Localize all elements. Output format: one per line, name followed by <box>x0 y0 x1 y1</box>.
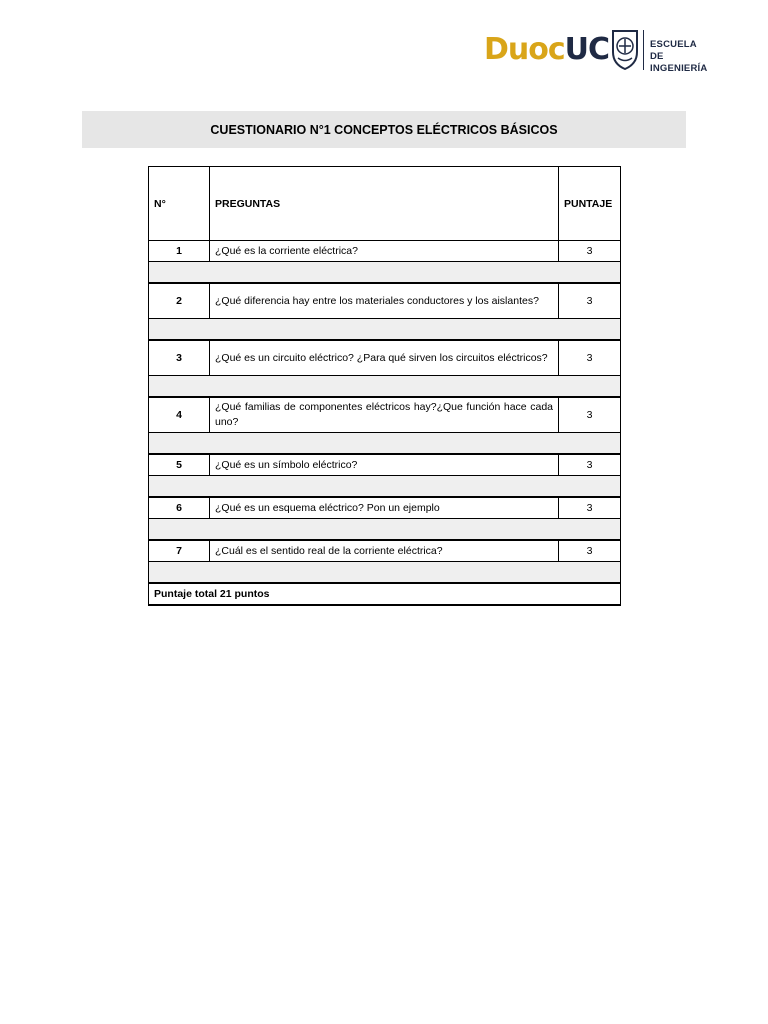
total-score: Puntaje total 21 puntos <box>149 583 621 605</box>
question-number: 4 <box>149 397 210 433</box>
separator-row <box>149 376 621 398</box>
question-text: ¿Qué familias de componentes eléctricos hay?¿Que función hace cada uno? <box>210 397 559 433</box>
questions-table <box>148 166 621 606</box>
question-score: 3 <box>559 340 621 376</box>
separator-row <box>149 319 621 341</box>
brand-uc: UC <box>564 32 610 67</box>
question-number: 6 <box>149 497 210 519</box>
table-row <box>149 497 621 519</box>
question-text: ¿Qué es la corriente eléctrica? <box>210 241 559 262</box>
logo-divider <box>643 30 644 70</box>
document-title: CUESTIONARIO N°1 CONCEPTOS ELÉCTRICOS BÁSICOS <box>82 111 686 148</box>
separator-row <box>149 562 621 584</box>
question-number: 5 <box>149 454 210 476</box>
question-score: 3 <box>559 540 621 562</box>
table-row <box>149 340 621 376</box>
table-row <box>149 241 621 262</box>
table-row <box>149 283 621 319</box>
question-number: 3 <box>149 340 210 376</box>
brand-duoc: Duoc <box>484 32 565 67</box>
question-score: 3 <box>559 454 621 476</box>
separator-row <box>149 476 621 498</box>
header-question: PREGUNTAS <box>210 167 559 241</box>
school-line-2: INGENIERÍA <box>650 63 708 74</box>
question-score: 3 <box>559 397 621 433</box>
table-row <box>149 454 621 476</box>
question-text: ¿Qué es un esquema eléctrico? Pon un ejemplo <box>210 497 559 519</box>
question-score: 3 <box>559 241 621 262</box>
question-score: 3 <box>559 497 621 519</box>
question-number: 2 <box>149 283 210 319</box>
question-number: 1 <box>149 241 210 262</box>
university-seal-icon <box>611 28 639 70</box>
question-text: ¿Qué es un circuito eléctrico? ¿Para qué sirven los circuitos eléctricos? <box>210 340 559 376</box>
table-header-row <box>149 167 621 241</box>
total-row <box>149 583 621 605</box>
question-number: 7 <box>149 540 210 562</box>
separator-row <box>149 433 621 455</box>
header-score: PUNTAJE <box>559 167 621 241</box>
question-text: ¿Cuál es el sentido real de la corriente eléctrica? <box>210 540 559 562</box>
school-name <box>650 39 707 75</box>
question-score: 3 <box>559 283 621 319</box>
duocuc-logo <box>484 26 708 76</box>
school-line-1: ESCUELA DE <box>650 39 697 62</box>
question-text: ¿Qué diferencia hay entre los materiales conductores y los aislantes? <box>210 283 559 319</box>
header-num: N° <box>149 167 210 241</box>
question-text: ¿Qué es un símbolo eléctrico? <box>210 454 559 476</box>
brand-wordmark <box>484 33 609 67</box>
table-row <box>149 540 621 562</box>
separator-row <box>149 262 621 284</box>
separator-row <box>149 519 621 541</box>
table-row <box>149 397 621 433</box>
